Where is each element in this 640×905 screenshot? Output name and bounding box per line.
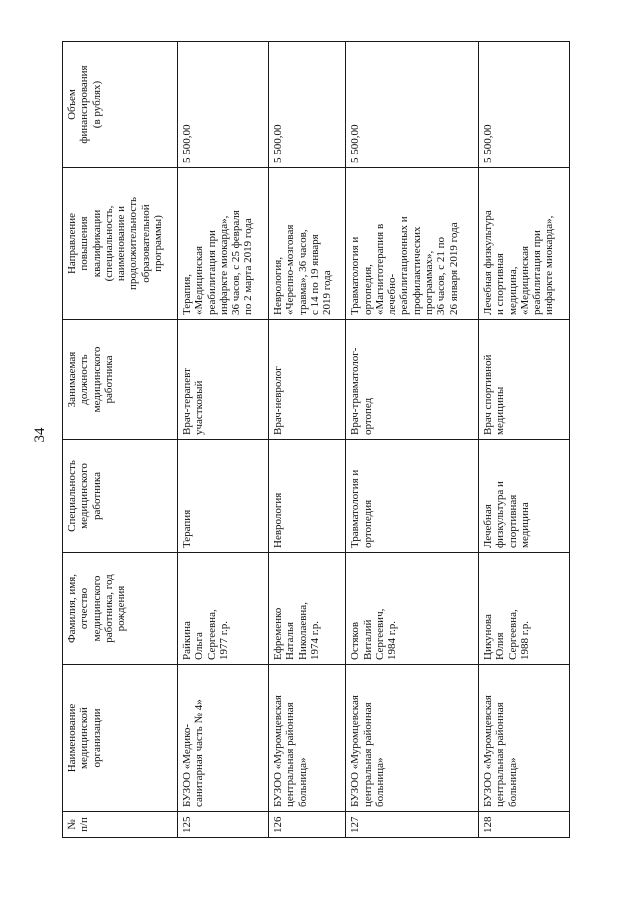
cell-funding: 5 500,00 [269,42,346,168]
cell-specialty: Лечебная физкультура и спортивная медицина [478,440,569,553]
cell-full-name: Остяков Виталий Сергеевич, 1984 г.р. [346,553,479,665]
cell-funding: 5 500,00 [478,42,569,168]
cell-organization: БУЗОО «Муромцевская центральная районная больница» [269,665,346,812]
cell-specialty: Травматология и ортопедия [346,440,479,553]
rotated-table-container [62,42,570,838]
table-row [178,42,269,838]
cell-organization: БУЗОО «Муромцевская центральная районная больница» [346,665,479,812]
cell-full-name: Райкина Ольга Сергеевна, 1977 г.р. [178,553,269,665]
table-row [269,42,346,838]
header-funding: Объем финансирования (в рублях) [63,42,178,168]
cell-number: 125 [178,812,269,838]
cell-training: Неврология, «Черепно-мозговая травма», 36 часов, с 14 по 19 января 2019 года [269,168,346,320]
cell-organization: БУЗОО «Муромцевская центральная районная больница» [478,665,569,812]
cell-funding: 5 500,00 [178,42,269,168]
cell-full-name: Цикунова Юлия Сергеевна, 1988 г.р. [478,553,569,665]
header-organization: Наименование медицинской организации [63,665,178,812]
header-number: № п/п [63,812,178,838]
header-full-name: Фамилия, имя, отчество медицинского работника, год рождения [63,553,178,665]
cell-position: Врач-травматолог- ортопед [346,320,479,440]
cell-training: Терапия, «Медицинская реабилитация при инфаркте миокарда», 36 часов, с 25 февраля по 2 марта 2019 года [178,168,269,320]
page-number: 34 [32,427,48,443]
cell-number: 128 [478,812,569,838]
cell-specialty: Терапия [178,440,269,553]
table-row [346,42,479,838]
cell-number: 127 [346,812,479,838]
header-specialty: Специальность медицинского работника [63,440,178,553]
cell-training: Травматология и ортопедия, «Магнитотерапия в лечебно- реабилитационных и профилактических программах», 36 часов, с 21 по 26 января 2019 года [346,168,479,320]
training-table [62,41,570,838]
cell-full-name: Ефременко Наталья Николаевна, 1974 г.р. [269,553,346,665]
cell-specialty: Неврология [269,440,346,553]
table-header-row [63,42,178,838]
cell-organization: БУЗОО «Медико- санитарная часть № 4» [178,665,269,812]
cell-position: Врач спортивной медицины [478,320,569,440]
cell-position: Врач-невролог [269,320,346,440]
header-position: Занимаемая должность медицинского работника [63,320,178,440]
header-training: Направление повышения квалификации (специальность, наименование и продолжительность образовательной программы) [63,168,178,320]
cell-number: 126 [269,812,346,838]
cell-position: Врач-терапевт участковый [178,320,269,440]
cell-funding: 5 500,00 [346,42,479,168]
table-row [478,42,569,838]
cell-training: Лечебная физкультура и спортивная медицина, «Медицинская реабилитация при инфаркте миокарда», [478,168,569,320]
